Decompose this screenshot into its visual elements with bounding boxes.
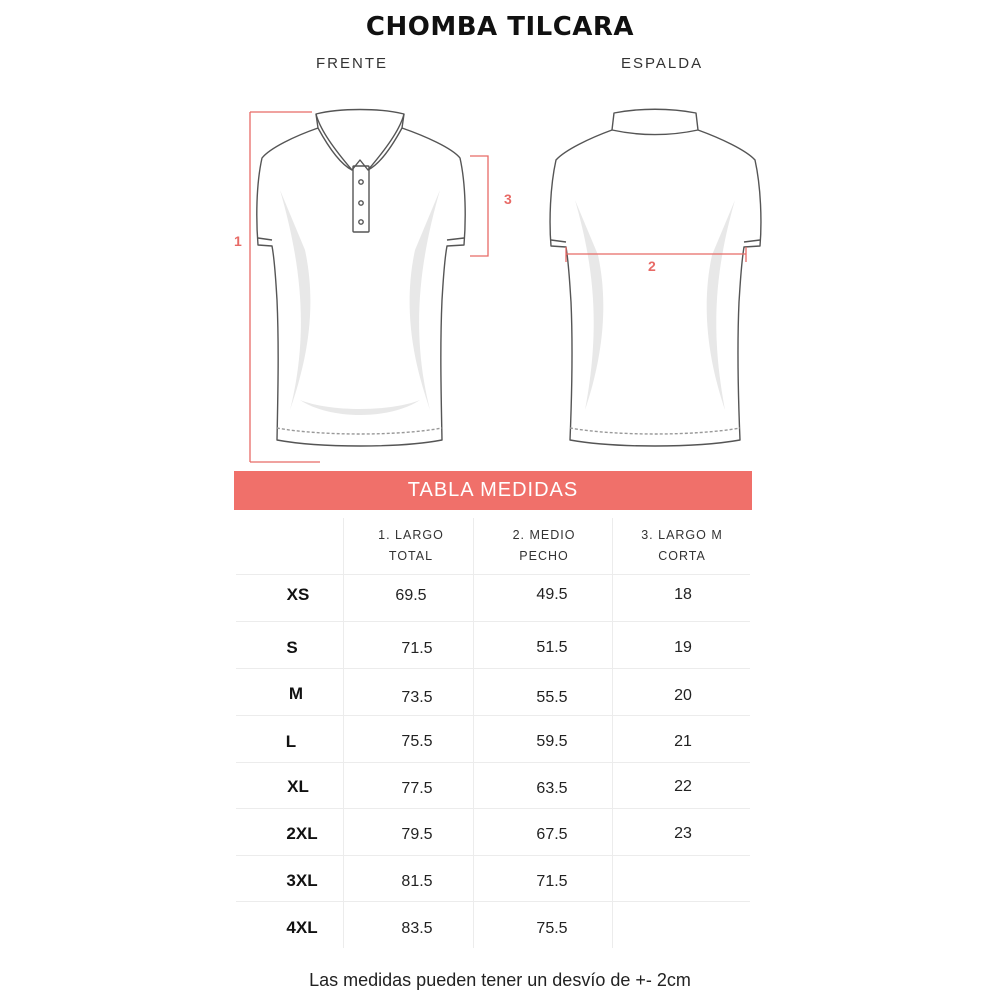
measure-label-1: 1	[234, 233, 242, 249]
row-divider	[236, 901, 750, 902]
measure-label-2: 2	[648, 258, 656, 274]
largo-manga-value: 22	[674, 778, 692, 795]
page-title: CHOMBA TILCARA	[365, 12, 635, 42]
size-label: 3XL	[286, 871, 318, 890]
medio-pecho-value: 71.5	[536, 873, 568, 890]
row-divider	[236, 855, 750, 856]
row-divider	[236, 574, 750, 575]
largo-total-value: 83.5	[401, 920, 433, 937]
size-label: 2XL	[286, 824, 318, 843]
medio-pecho-value: 49.5	[536, 586, 568, 603]
largo-total-value: 71.5	[401, 640, 433, 657]
medio-pecho-value: 59.5	[536, 733, 568, 750]
col-head-medio-pecho: 2. MEDIO PECHO	[512, 528, 576, 563]
largo-total-value: 79.5	[401, 826, 433, 843]
size-table-header: TABLA MEDIDAS	[234, 471, 752, 510]
row-divider	[236, 668, 750, 669]
largo-manga-value: 19	[674, 639, 692, 656]
largo-manga-value: 21	[674, 733, 692, 750]
largo-total-value: 69.5	[395, 587, 427, 604]
size-label: S	[286, 638, 298, 657]
largo-total-value: 81.5	[401, 873, 433, 890]
disclaimer-note: Las medidas pueden tener un desvío de +- 2cm	[309, 970, 691, 990]
measure-line-3	[470, 156, 488, 256]
size-label: 4XL	[286, 918, 318, 937]
largo-total-value: 77.5	[401, 780, 433, 797]
measure-label-3: 3	[504, 191, 512, 207]
row-divider	[236, 715, 750, 716]
col-head-largo-total: 1. LARGO TOTAL	[378, 528, 444, 563]
largo-manga-value: 23	[674, 825, 692, 842]
medio-pecho-value: 67.5	[536, 826, 568, 843]
largo-total-value: 75.5	[401, 733, 433, 750]
medio-pecho-value: 63.5	[536, 780, 568, 797]
back-polo-drawing	[550, 109, 761, 446]
col-head-largo-manga: 3. LARGO M CORTA	[641, 528, 723, 563]
front-view-label: FRENTE	[316, 55, 388, 72]
garment-illustration	[0, 0, 1000, 470]
front-polo-drawing	[257, 110, 465, 447]
size-label: XS	[286, 585, 310, 604]
size-label: XL	[287, 777, 309, 796]
row-divider	[236, 621, 750, 622]
size-label: L	[285, 732, 297, 751]
size-label: M	[288, 684, 304, 703]
largo-manga-value: 18	[674, 586, 692, 603]
table-divider	[612, 518, 613, 948]
table-divider	[343, 518, 344, 948]
largo-total-value: 73.5	[401, 689, 433, 706]
row-divider	[236, 808, 750, 809]
row-divider	[236, 762, 750, 763]
medio-pecho-value: 51.5	[536, 639, 568, 656]
medio-pecho-value: 75.5	[536, 920, 568, 937]
medio-pecho-value: 55.5	[536, 689, 568, 706]
largo-manga-value: 20	[674, 687, 692, 704]
back-view-label: ESPALDA	[621, 55, 704, 72]
